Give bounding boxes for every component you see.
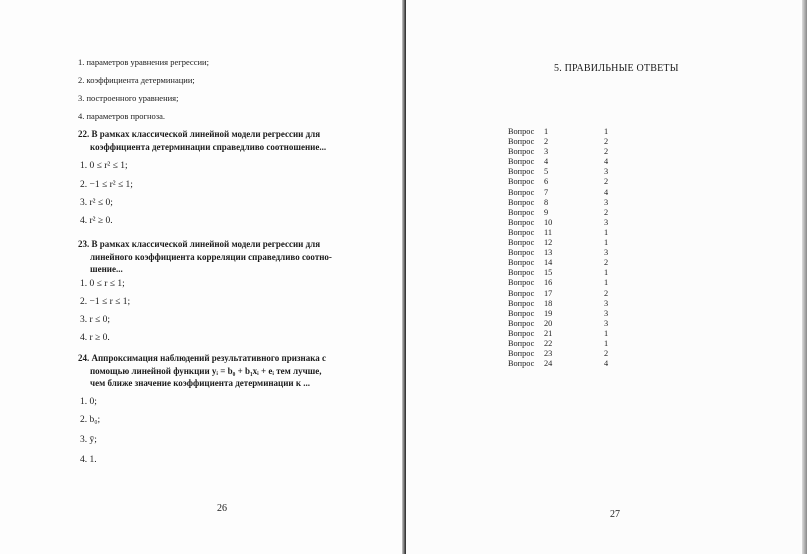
- answer-value: 3: [604, 167, 609, 177]
- answer-label: Вопрос: [508, 328, 535, 338]
- answer-value: 3: [604, 298, 609, 308]
- answer-label: Вопрос: [508, 268, 535, 278]
- question-number: 18: [544, 298, 553, 308]
- question-number: 17: [544, 288, 553, 298]
- question-24-line2: помощью линейной функции yᵢ = b₀ + b₁xᵢ + eᵢ тем лучше,: [90, 365, 322, 376]
- answer-value: 2: [604, 288, 609, 298]
- answer-label: Вопрос: [508, 147, 535, 157]
- question-number: 14: [544, 258, 553, 268]
- answer-value: 3: [604, 308, 609, 318]
- question-number: 24: [544, 359, 553, 369]
- answer-row: [508, 268, 624, 278]
- answer-row: [508, 208, 624, 218]
- answer-value: 1: [604, 227, 609, 237]
- answer-row: [508, 258, 624, 268]
- answer-label: Вопрос: [508, 258, 535, 268]
- q24-option-1: 1. 0;: [80, 397, 97, 407]
- question-22-number: 22.: [78, 129, 90, 139]
- answer-row: [508, 299, 624, 309]
- answer-label: Вопрос: [508, 248, 535, 258]
- answer-value: 3: [604, 248, 609, 258]
- q22-option-3: 3. r² ≤ 0;: [80, 198, 113, 208]
- answer-label: Вопрос: [508, 137, 535, 147]
- answer-row: [508, 127, 624, 137]
- page-edge: [802, 0, 807, 554]
- answer-row: [508, 349, 624, 359]
- answer-value: 2: [604, 147, 609, 157]
- answer-label: Вопрос: [508, 238, 535, 248]
- question-number: 22: [544, 338, 553, 348]
- answer-value: 4: [604, 359, 609, 369]
- question-24: [78, 352, 326, 390]
- answer-value: 2: [604, 177, 609, 187]
- q24-option-4: 4. 1.: [80, 455, 97, 465]
- q24-option-2: 2. b₀;: [80, 415, 101, 425]
- question-number: 9: [544, 207, 549, 217]
- answer-label: Вопрос: [508, 359, 535, 369]
- answer-value: 3: [604, 217, 609, 227]
- q23-option-4: 4. r ≥ 0.: [80, 333, 110, 343]
- question-number: 15: [544, 268, 553, 278]
- question-number: 3: [544, 147, 549, 157]
- q23-option-2: 2. −1 ≤ r ≤ 1;: [80, 297, 131, 307]
- answer-label: Вопрос: [508, 338, 535, 348]
- top-option-4: 4. параметров прогноза.: [78, 111, 166, 121]
- answer-row: [508, 137, 624, 147]
- question-24-line3: чем ближе значение коэффициента детерминации к ...: [90, 378, 311, 388]
- q22-option-1: 1. 0 ≤ r² ≤ 1;: [80, 161, 128, 171]
- q22-option-2: 2. −1 ≤ r² ≤ 1;: [80, 180, 133, 190]
- answer-row: [508, 228, 624, 238]
- question-number: 2: [544, 137, 549, 147]
- answer-row: [508, 238, 624, 248]
- answer-label: Вопрос: [508, 197, 535, 207]
- question-22-line2: коэффициента детерминации справедливо соотношение...: [90, 141, 327, 152]
- answer-row: [508, 167, 624, 177]
- answer-label: Вопрос: [508, 157, 535, 167]
- answer-row: [508, 319, 624, 329]
- question-number: 13: [544, 248, 553, 258]
- answer-value: 3: [604, 197, 609, 207]
- answer-label: Вопрос: [508, 207, 535, 217]
- answer-label: Вопрос: [508, 288, 535, 298]
- answer-row: [508, 157, 624, 167]
- answer-row: [508, 198, 624, 208]
- answer-row: [508, 278, 624, 288]
- right-page: [406, 0, 807, 554]
- answer-value: 1: [604, 268, 609, 278]
- right-page-number: 27: [610, 509, 620, 520]
- left-page-number: 26: [217, 503, 227, 514]
- answer-row: [508, 339, 624, 349]
- answer-value: 1: [604, 338, 609, 348]
- answer-value: 1: [604, 127, 609, 136]
- question-number: 1: [544, 127, 549, 136]
- answer-row: [508, 329, 624, 339]
- answer-value: 3: [604, 318, 609, 328]
- answers-title: 5. ПРАВИЛЬНЫЕ ОТВЕТЫ: [554, 63, 679, 74]
- answer-value: 1: [604, 238, 609, 248]
- answer-row: [508, 147, 624, 157]
- answer-value: 1: [604, 278, 609, 288]
- answer-row: [508, 188, 624, 198]
- answer-row: [508, 177, 624, 187]
- answer-label: Вопрос: [508, 278, 535, 288]
- question-number: 4: [544, 157, 549, 167]
- question-number: 5: [544, 167, 549, 177]
- answer-label: Вопрос: [508, 298, 535, 308]
- answer-row: [508, 218, 624, 228]
- answer-label: Вопрос: [508, 217, 535, 227]
- answers-list: [508, 127, 624, 369]
- question-number: 7: [544, 187, 549, 197]
- top-option-2: 2. коэффициента детерминации;: [78, 75, 195, 85]
- answer-label: Вопрос: [508, 167, 535, 177]
- answer-value: 2: [604, 207, 609, 217]
- question-23-line3: шение...: [90, 264, 123, 274]
- question-number: 12: [544, 238, 553, 248]
- answer-label: Вопрос: [508, 127, 535, 136]
- question-number: 19: [544, 308, 553, 318]
- question-23-number: 23.: [78, 239, 90, 249]
- q23-option-3: 3. r ≤ 0;: [80, 315, 111, 325]
- answer-value: 4: [604, 157, 609, 167]
- q22-option-4: 4. r² ≥ 0.: [80, 216, 113, 226]
- answer-row: [508, 309, 624, 319]
- answer-label: Вопрос: [508, 177, 535, 187]
- question-24-line1: Аппроксимация наблюдений результативного признака с: [91, 353, 327, 363]
- answer-value: 4: [604, 187, 609, 197]
- answer-label: Вопрос: [508, 308, 535, 318]
- question-number: 16: [544, 278, 553, 288]
- question-number: 10: [544, 217, 553, 227]
- answer-row: [508, 289, 624, 299]
- answer-label: Вопрос: [508, 187, 535, 197]
- answer-value: 1: [604, 328, 609, 338]
- question-23-line1: В рамках классической линейной модели регрессии для: [91, 239, 321, 249]
- question-number: 11: [544, 227, 552, 237]
- answer-label: Вопрос: [508, 318, 535, 328]
- answer-value: 2: [604, 258, 609, 268]
- answer-row: [508, 248, 624, 258]
- top-option-3: 3. построенного уравнения;: [78, 93, 179, 103]
- question-number: 23: [544, 349, 553, 359]
- question-24-number: 24.: [78, 353, 90, 363]
- question-22: [78, 128, 326, 153]
- answer-label: Вопрос: [508, 227, 535, 237]
- q23-option-1: 1. 0 ≤ r ≤ 1;: [80, 279, 125, 289]
- question-23: [78, 238, 332, 276]
- answer-value: 2: [604, 349, 609, 359]
- q24-option-3: 3. ȳ;: [80, 435, 97, 445]
- question-number: 8: [544, 197, 549, 207]
- answer-row: [508, 359, 624, 369]
- question-23-line2: линейного коэффициента корреляции справедливо соотно-: [90, 251, 332, 262]
- question-number: 6: [544, 177, 549, 187]
- answer-value: 2: [604, 137, 609, 147]
- question-22-line1: В рамках классической линейной модели регрессии для: [91, 129, 321, 139]
- answer-label: Вопрос: [508, 349, 535, 359]
- top-option-1: 1. параметров уравнения регрессии;: [78, 57, 209, 67]
- question-number: 21: [544, 328, 553, 338]
- question-number: 20: [544, 318, 553, 328]
